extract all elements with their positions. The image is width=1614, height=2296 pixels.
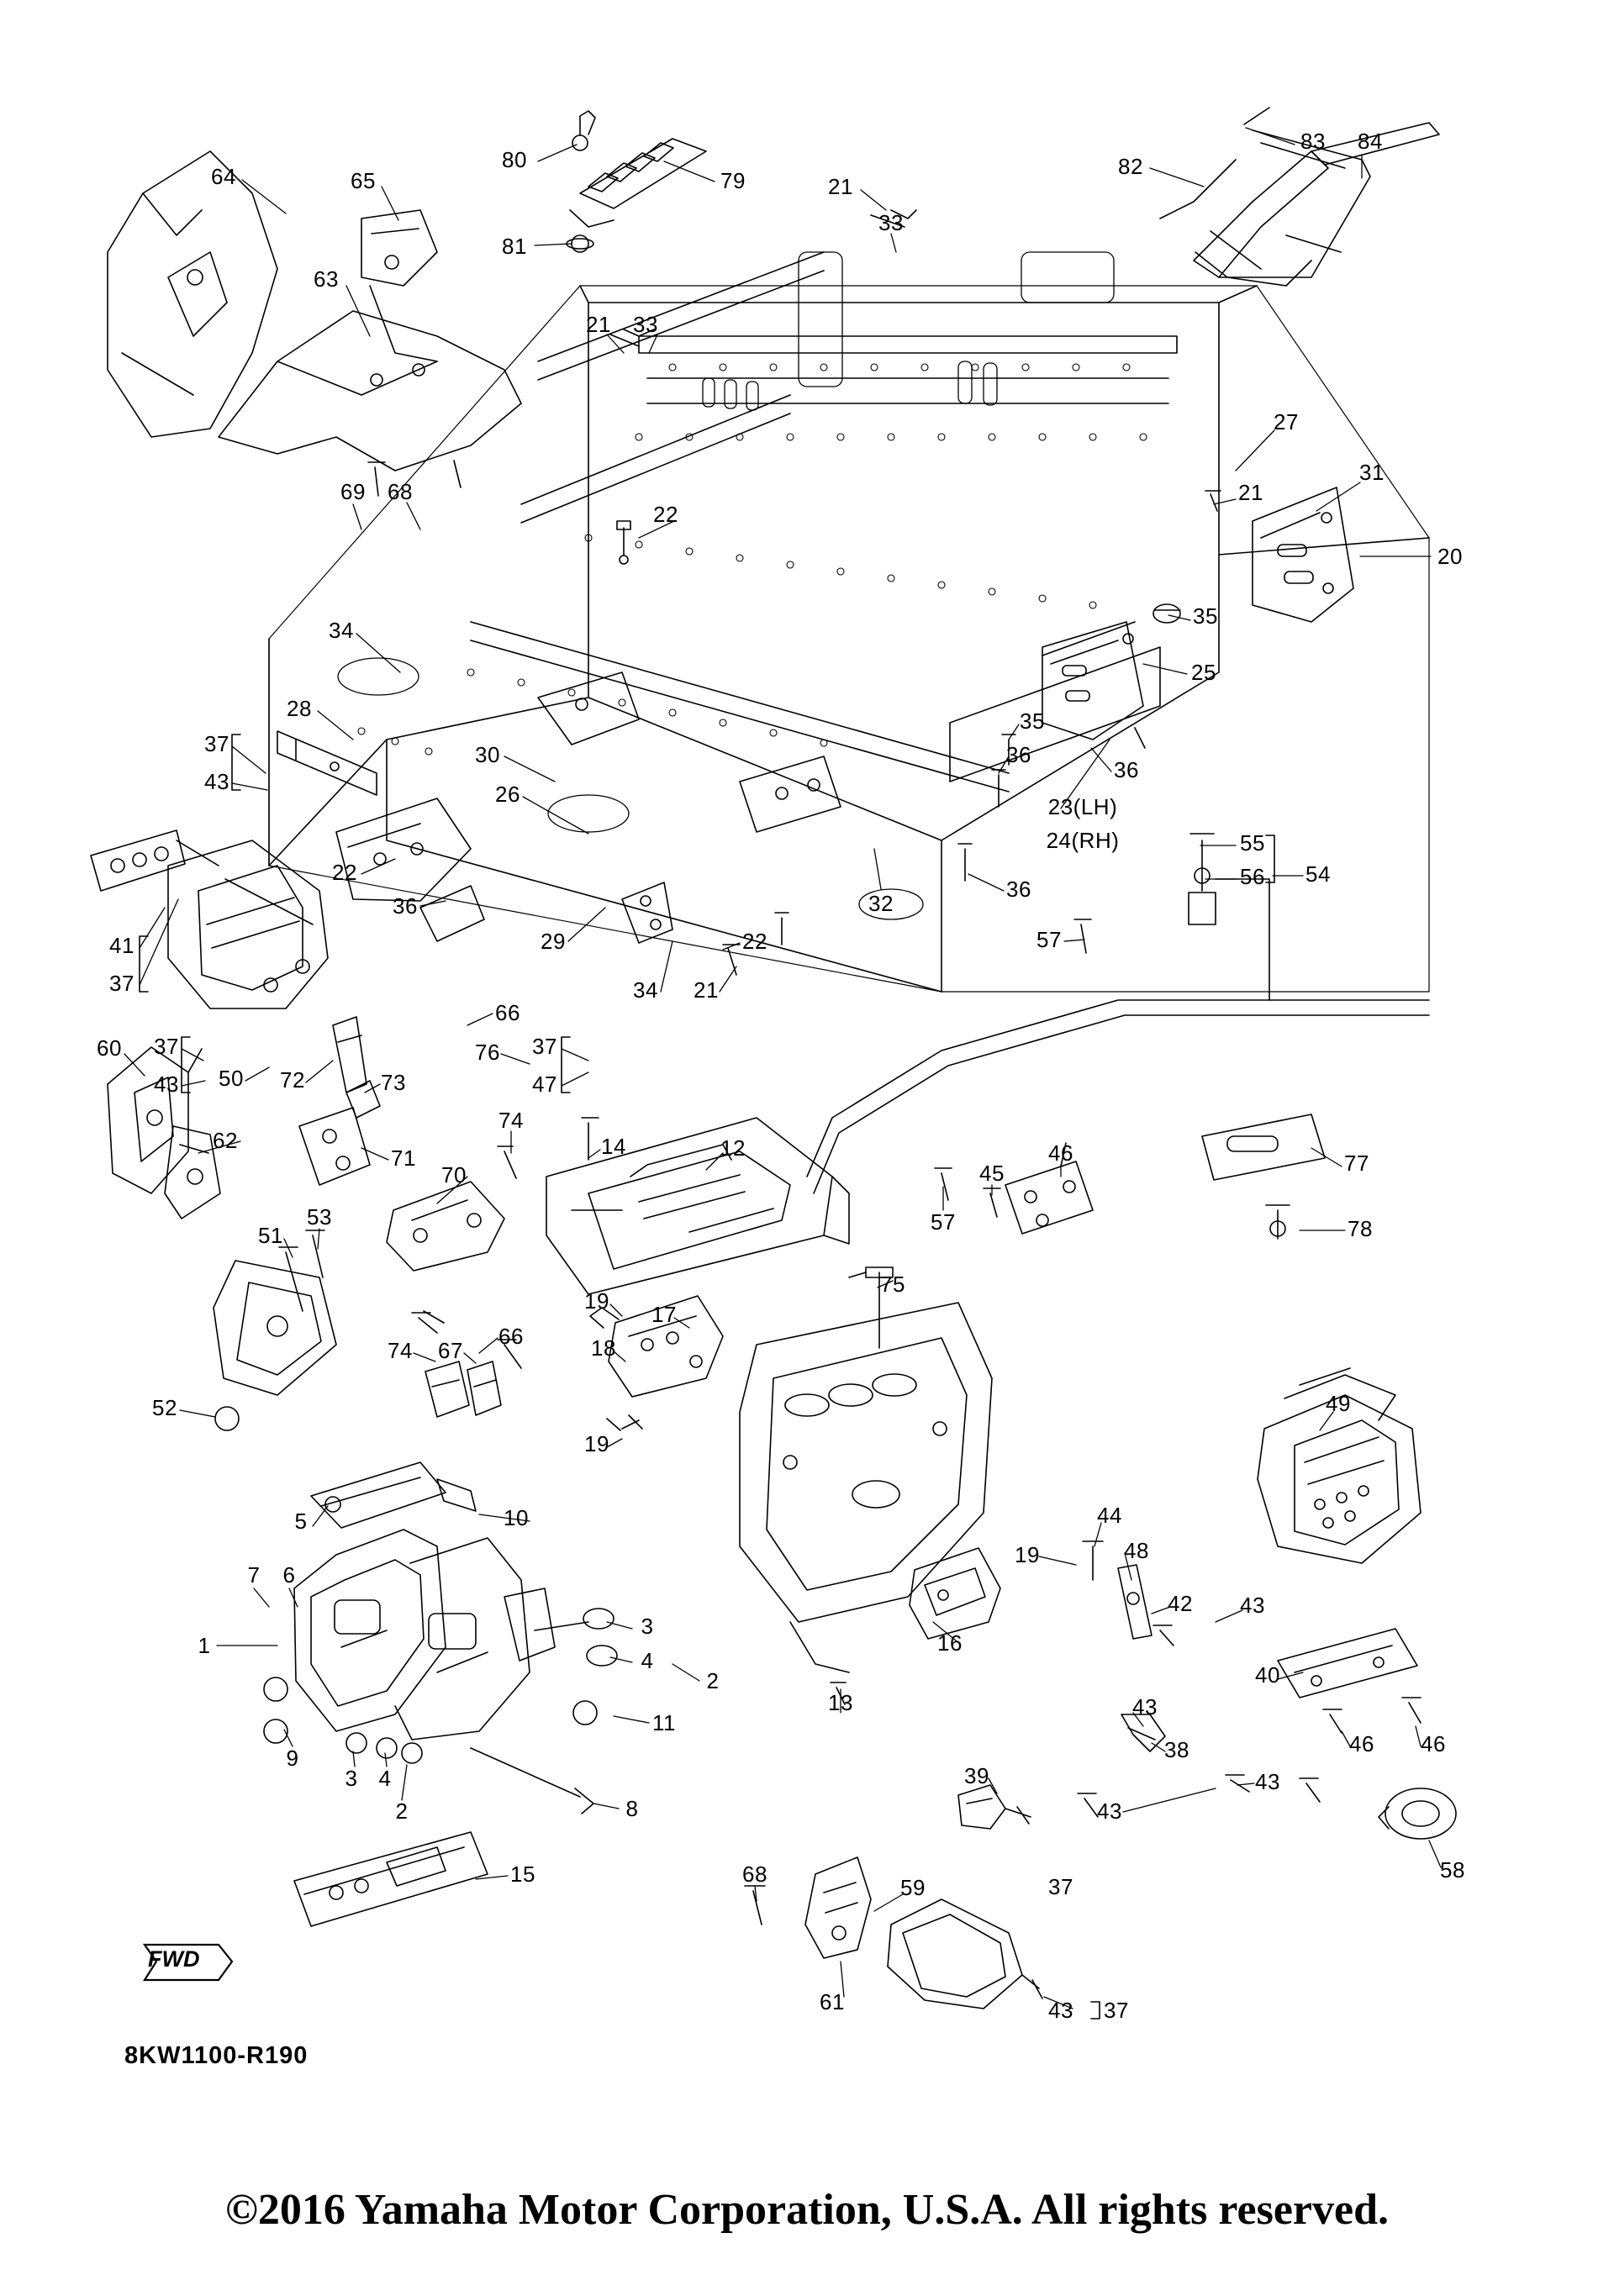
fastener-68	[745, 1886, 765, 1925]
callout-number: 78	[1348, 1216, 1373, 1241]
diagram-part-code: 8KW1100-R190	[124, 2042, 309, 2069]
callout-number: 36	[393, 893, 418, 919]
callout-number: 3	[641, 1614, 654, 1639]
copyright-notice: ©2016 Yamaha Motor Corporation, U.S.A. All rights reserved.	[224, 2186, 1390, 2234]
callout-number: 2	[395, 1798, 409, 1824]
callout-number: 8	[625, 1796, 639, 1821]
top-slat-part	[567, 111, 706, 252]
callout-number: 49	[1326, 1391, 1351, 1416]
callout-number: 43	[154, 1072, 179, 1097]
callout-number: 20	[1437, 544, 1463, 569]
part-16	[910, 1548, 1000, 1639]
rear-cap-58	[1379, 1788, 1456, 1839]
callout-number: 74	[498, 1108, 524, 1133]
callout-number: 33	[633, 312, 658, 337]
callout-number: 28	[287, 696, 312, 721]
fwd-direction-badge	[141, 1933, 234, 1985]
callout-number: 62	[213, 1128, 238, 1153]
cluster-fasteners-67	[424, 1311, 501, 1415]
callout-number: 80	[502, 147, 527, 172]
floor-pan-12	[546, 1118, 849, 1294]
callout-number: 43	[1132, 1694, 1158, 1719]
right-top-rail	[1160, 108, 1439, 286]
right-plate-77	[1202, 1114, 1325, 1239]
callout-number: 34	[329, 618, 354, 643]
left-small-plate	[91, 830, 219, 891]
callout-number: 57	[931, 1209, 956, 1235]
callout-number: 21	[828, 174, 853, 199]
callout-number: 37	[1048, 1874, 1073, 1899]
callout-number: 82	[1118, 154, 1143, 179]
callout-number: 2	[706, 1668, 720, 1693]
callout-number: 19	[584, 1288, 609, 1314]
callout-number: 66	[495, 1000, 520, 1025]
callout-number: 9	[286, 1746, 299, 1771]
callout-number: 22	[332, 860, 357, 885]
callout-number: 21	[694, 977, 719, 1003]
callout-number: 76	[475, 1040, 500, 1065]
callout-number: 7	[247, 1562, 261, 1588]
callout-number: 35	[1193, 603, 1218, 629]
callout-number: 41	[109, 933, 134, 958]
callout-number: 36	[1006, 877, 1031, 902]
callout-number: 22	[653, 502, 678, 527]
rear-center-fasteners	[1078, 1538, 1249, 1817]
callout-number: 55	[1240, 830, 1265, 856]
callout-number: 75	[880, 1272, 905, 1297]
callout-number: 37	[1104, 1998, 1129, 2023]
callout-number: 44	[1097, 1503, 1122, 1528]
callout-number: 72	[280, 1067, 305, 1093]
heat-shield-50	[168, 840, 328, 1008]
callout-number: 68	[388, 479, 413, 504]
callout-number: 1	[198, 1633, 211, 1658]
callout-number: 38	[1164, 1737, 1189, 1762]
callout-number: 4	[641, 1648, 654, 1673]
callout-number: 83	[1300, 129, 1326, 154]
callout-number: 29	[541, 929, 566, 954]
callout-number: 58	[1440, 1857, 1465, 1883]
callout-number: 4	[378, 1766, 392, 1791]
callout-number: 43	[1240, 1593, 1265, 1618]
callout-number: 63	[314, 266, 339, 292]
callout-number: 13	[828, 1690, 853, 1715]
callout-number: 67	[438, 1338, 463, 1363]
leader-lines	[124, 128, 1441, 2009]
callout-number: 73	[381, 1070, 406, 1095]
callout-number: 21	[1238, 480, 1263, 505]
callout-number: 42	[1168, 1591, 1193, 1616]
callout-number: 5	[294, 1509, 308, 1534]
callout-number: 36	[1114, 757, 1139, 782]
callout-number: 61	[820, 1989, 845, 2014]
callout-number: 77	[1344, 1151, 1369, 1176]
callout-number: 54	[1305, 861, 1331, 887]
callout-number: 84	[1358, 129, 1383, 154]
callout-number: 56	[1240, 864, 1265, 889]
callout-number: 6	[282, 1562, 296, 1588]
callout-number: 18	[591, 1335, 616, 1361]
callout-number: 24(RH)	[1046, 828, 1120, 853]
callout-number: 48	[1124, 1538, 1149, 1563]
callout-number: 26	[495, 782, 520, 807]
callout-number: 27	[1274, 409, 1299, 434]
callout-number: 15	[510, 1862, 535, 1887]
rear-right-rail	[807, 1000, 1429, 1234]
callout-number: 64	[211, 164, 236, 189]
callout-number: 33	[878, 210, 904, 235]
callout-number: 53	[307, 1204, 332, 1230]
callout-number: 12	[720, 1135, 746, 1161]
fasteners-frame	[368, 210, 1221, 975]
callout-number: 71	[391, 1145, 416, 1171]
callout-number: 50	[219, 1066, 244, 1091]
callout-number: 21	[586, 312, 611, 337]
left-longitudinal-beam	[277, 731, 377, 795]
callout-number: 3	[345, 1766, 358, 1791]
callout-number: 37	[204, 731, 229, 756]
callout-number: 19	[584, 1431, 609, 1456]
callout-number: 14	[601, 1134, 626, 1159]
callout-number: 34	[633, 977, 658, 1003]
callout-number: 22	[742, 929, 767, 954]
right-side-bracket	[1253, 487, 1353, 622]
callout-number: 37	[109, 971, 134, 996]
callout-number: 37	[154, 1034, 179, 1059]
callout-number: 43	[1255, 1769, 1280, 1794]
callout-number: 68	[742, 1862, 767, 1887]
callout-number: 23(LH)	[1047, 794, 1118, 819]
callout-number: 30	[475, 742, 500, 767]
callout-number: 60	[97, 1035, 122, 1061]
rear-right-strip-40	[1278, 1629, 1421, 1802]
callout-number: 46	[1349, 1731, 1374, 1756]
fwd-label: FWD	[148, 1946, 200, 1972]
callout-number: 39	[964, 1763, 989, 1788]
callout-number: 16	[937, 1630, 963, 1656]
callout-number: 11	[652, 1710, 676, 1735]
callout-number: 31	[1359, 460, 1385, 485]
callout-number: 65	[351, 168, 376, 193]
callout-number: 81	[502, 234, 527, 259]
callout-number: 74	[388, 1338, 413, 1363]
callout-number: 47	[532, 1072, 557, 1097]
callout-number: 46	[1048, 1140, 1073, 1166]
callout-number: 43	[1048, 1998, 1073, 2023]
callout-number: 25	[1191, 660, 1216, 685]
lower-left-assembly	[214, 1230, 617, 1814]
callout-number: 43	[1097, 1798, 1122, 1824]
callout-number: 32	[868, 891, 894, 916]
part-39	[958, 1785, 1031, 1829]
callout-number: 43	[204, 769, 229, 794]
callout-number: 10	[504, 1505, 529, 1530]
part-15	[294, 1832, 488, 1926]
callout-number: 57	[1036, 927, 1062, 952]
callout-number: 46	[1421, 1731, 1446, 1756]
callout-number: 69	[340, 479, 366, 504]
callout-number: 17	[651, 1302, 677, 1327]
callout-number: 19	[1015, 1542, 1040, 1567]
callout-number: 66	[498, 1324, 524, 1349]
callout-number: 35	[1020, 708, 1045, 734]
callout-number: 36	[1006, 742, 1031, 767]
callout-number: 45	[979, 1161, 1005, 1186]
callout-number: 59	[900, 1875, 926, 1900]
callout-number: 79	[720, 168, 746, 193]
callout-number: 37	[532, 1034, 557, 1059]
callout-number: 52	[152, 1395, 177, 1420]
callout-number: 51	[258, 1223, 283, 1248]
callout-number: 40	[1255, 1662, 1280, 1688]
callout-number: 70	[441, 1162, 467, 1187]
